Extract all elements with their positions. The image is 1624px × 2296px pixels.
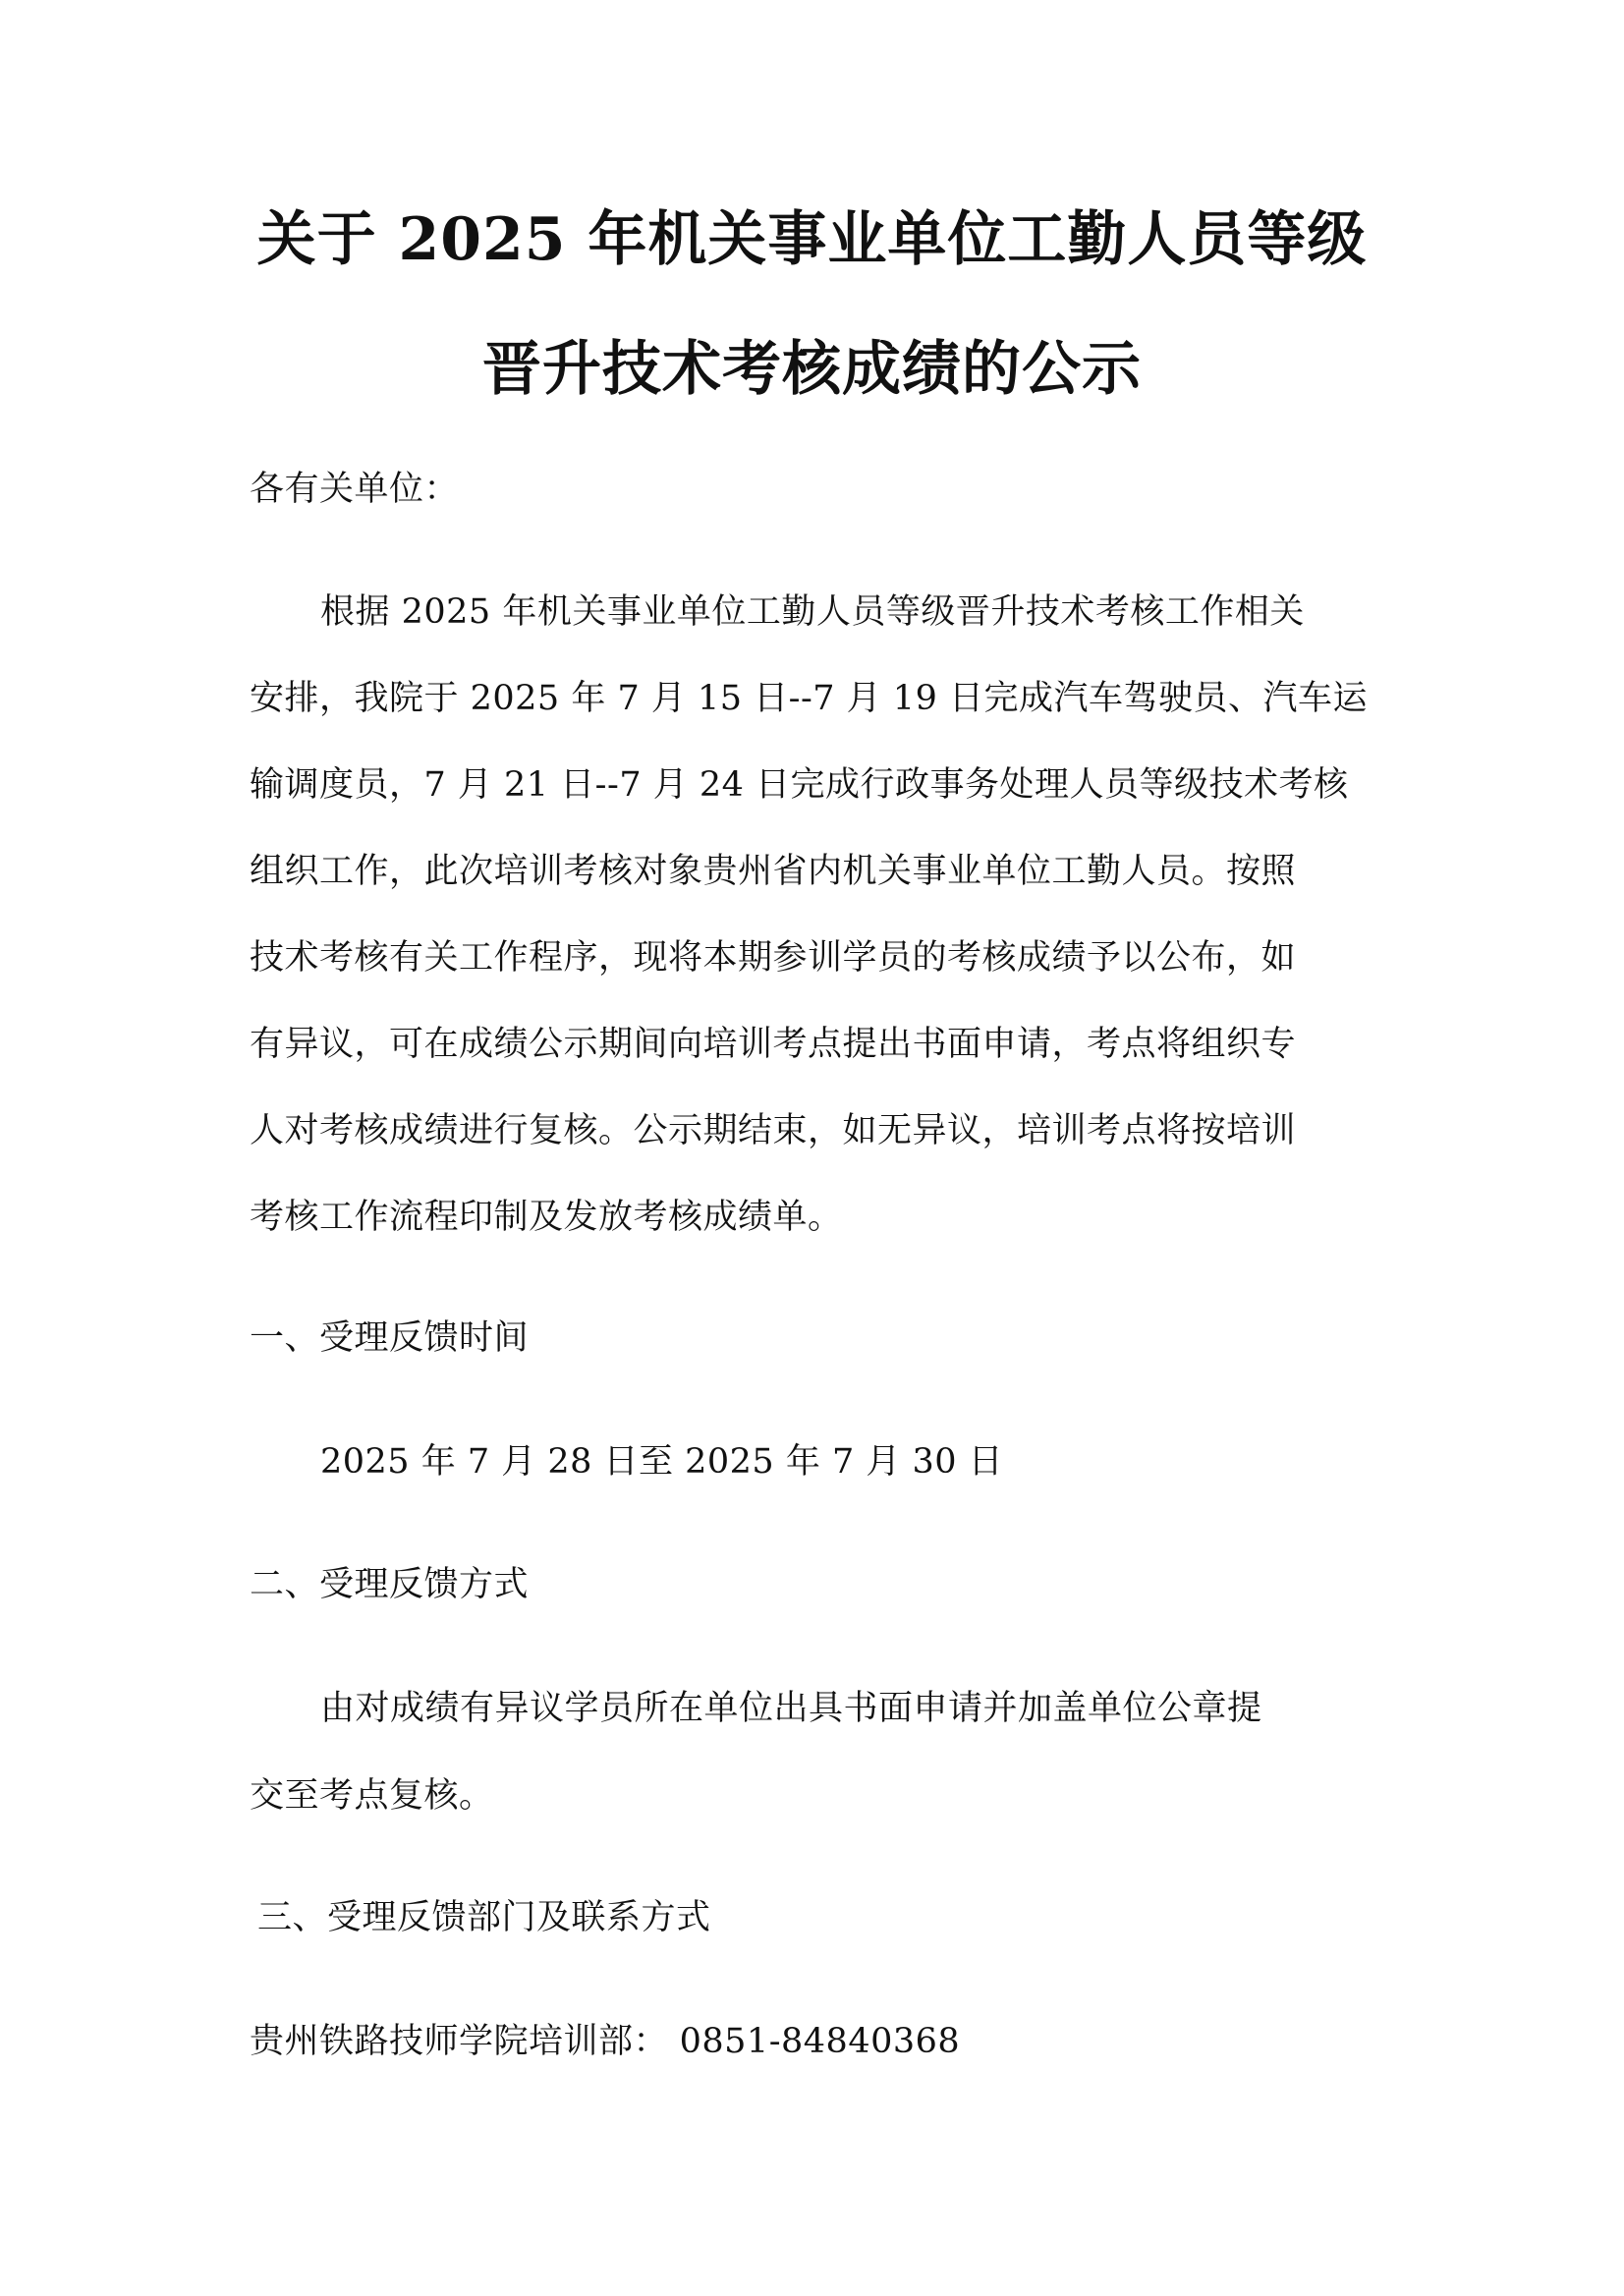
body-line-6: 有异议，可在成绩公示期间向培训考点提出书面申请，考点将组织专 <box>250 1025 1297 1064</box>
body-line-1: 根据 2025 年机关事业单位工勤人员等级晋升技术考核工作相关 <box>320 592 1305 632</box>
body-line-7: 人对考核成绩进行复核。公示期结束，如无异议，培训考点将按培训 <box>250 1111 1297 1150</box>
section-1-content: 2025 年 7 月 28 日至 2025 年 7 月 30 日 <box>320 1442 1004 1482</box>
body-line-8: 考核工作流程印制及发放考核成绩单。 <box>250 1198 843 1237</box>
salutation: 各有关单位： <box>250 470 460 509</box>
section-2-heading: 二、受理反馈方式 <box>250 1565 530 1604</box>
section-2-line-2: 交至考点复核。 <box>250 1776 494 1816</box>
contact-line: 贵州铁路技师学院培训部： 0851-84840368 <box>250 2022 961 2061</box>
body-line-4: 组织工作，此次培训考核对象贵州省内机关事业单位工勤人员。按照 <box>250 852 1297 891</box>
document-title-line-1: 关于 2025 年机关事业单位工勤人员等级 <box>256 205 1368 274</box>
document-title-line-2: 晋升技术考核成绩的公示 <box>482 335 1142 404</box>
body-line-2: 安排，我院于 2025 年 7 月 15 日--7 月 19 日完成汽车驾驶员、汽车运 <box>250 679 1368 718</box>
body-line-5: 技术考核有关工作程序，现将本期参训学员的考核成绩予以公布，如 <box>250 938 1297 978</box>
section-1-heading: 一、受理反馈时间 <box>250 1318 530 1358</box>
section-3-heading: 三、受理反馈部门及联系方式 <box>257 1898 711 1937</box>
section-2-line-1: 由对成绩有异议学员所在单位出具书面申请并加盖单位公章提 <box>320 1689 1262 1728</box>
body-line-3: 输调度员，7 月 21 日--7 月 24 日完成行政事务处理人员等级技术考核 <box>250 765 1349 805</box>
